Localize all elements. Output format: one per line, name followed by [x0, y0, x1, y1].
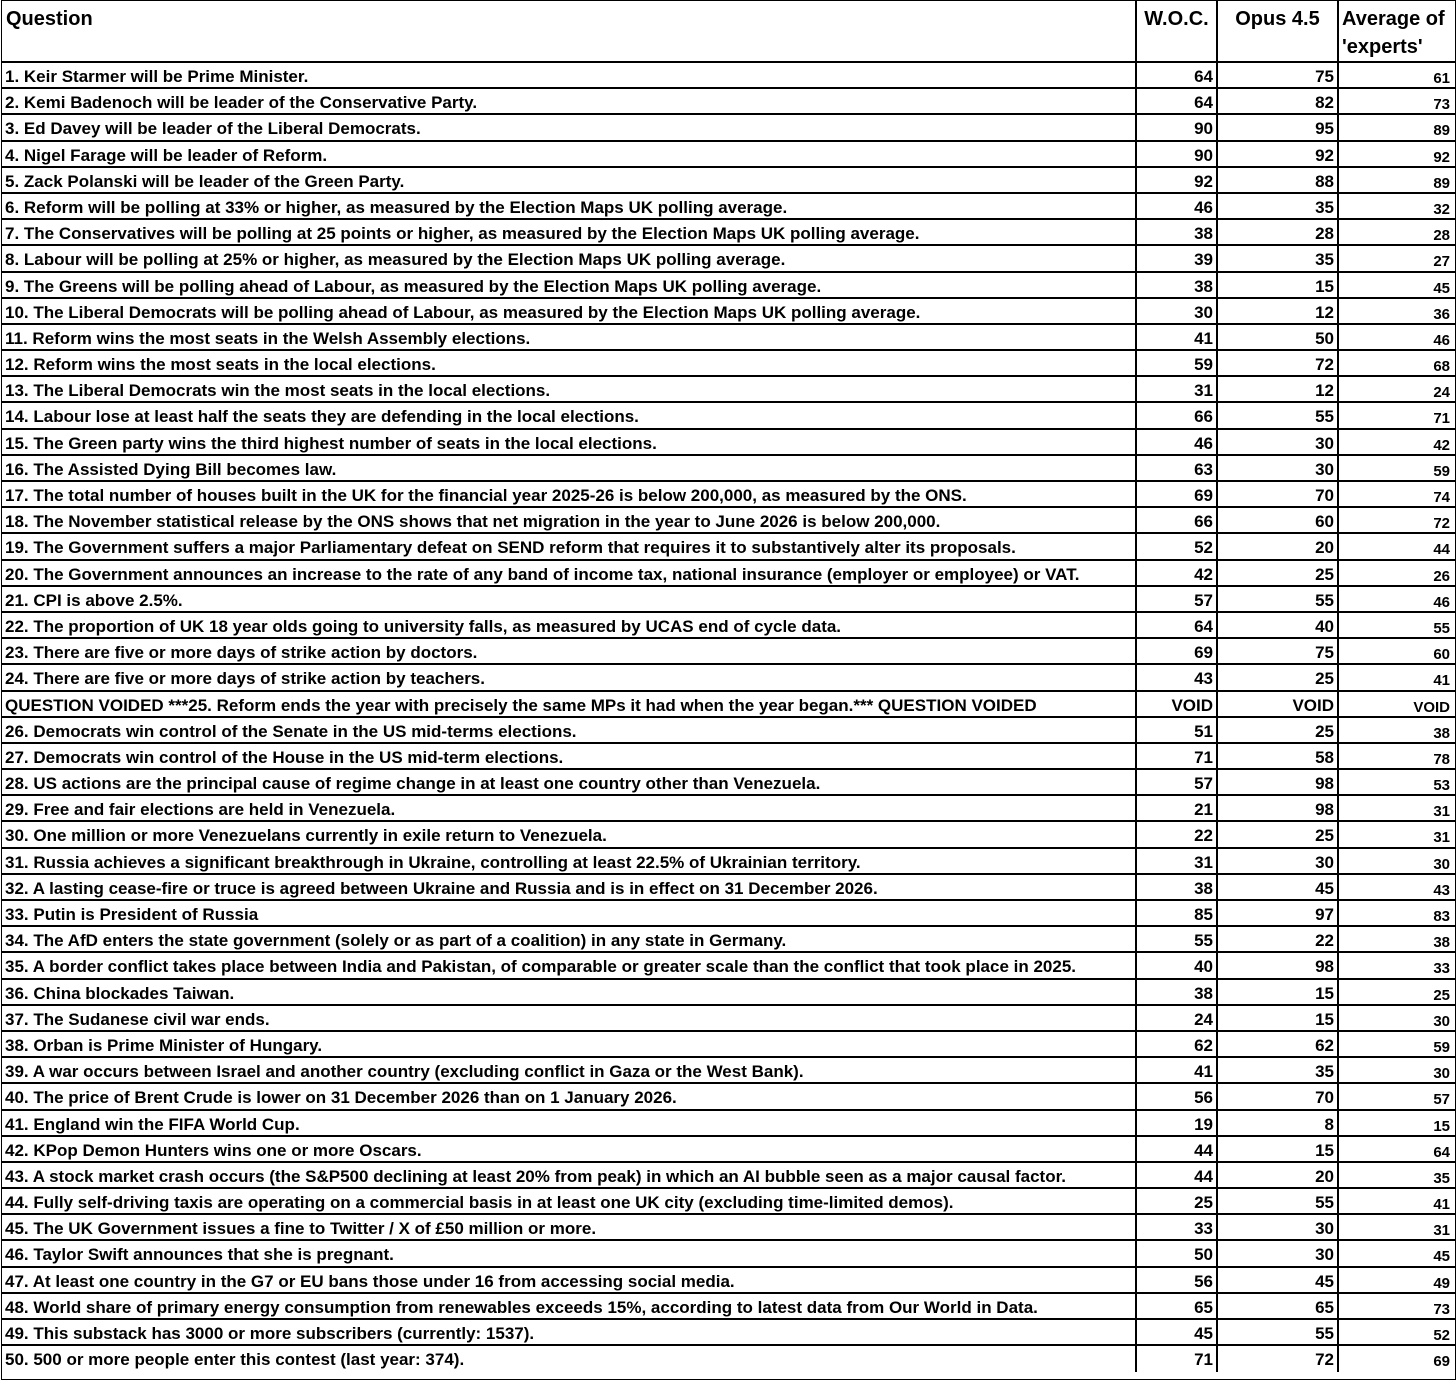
table-body [2, 63, 1455, 1372]
opus-cell: 98 [1216, 953, 1337, 977]
question-cell: 38. Orban is Prime Minister of Hungary. [5, 1035, 323, 1055]
experts-cell: 45 [1337, 273, 1453, 297]
question-cell: 15. The Green party wins the third highest number of seats in the local elections. [5, 433, 657, 453]
question-cell: 4. Nigel Farage will be leader of Reform. [5, 145, 328, 165]
question-cell: 45. The UK Government issues a fine to Twitter / X of £50 million or more. [5, 1219, 597, 1239]
opus-cell: 15 [1216, 980, 1337, 1004]
experts-cell: 78 [1337, 744, 1453, 768]
woc-cell: 24 [1135, 1006, 1216, 1030]
question-cell: 49. This substack has 3000 or more subscribers (currently: 1537). [5, 1324, 535, 1343]
opus-cell: 88 [1216, 168, 1337, 192]
opus-cell: 65 [1216, 1294, 1337, 1318]
question-cell: 46. Taylor Swift announces that she is pregnant. [5, 1245, 394, 1265]
experts-cell: 89 [1337, 115, 1453, 139]
opus-cell: 72 [1216, 351, 1337, 375]
experts-cell: 25 [1337, 980, 1453, 1004]
experts-cell: 31 [1337, 1215, 1453, 1239]
woc-cell: 64 [1135, 613, 1216, 637]
woc-cell: 56 [1135, 1268, 1216, 1292]
table-row [2, 403, 1455, 429]
question-cell: 11. Reform wins the most seats in the Welsh Assembly elections. [5, 328, 531, 348]
woc-cell: 31 [1135, 849, 1216, 873]
woc-cell: 38 [1135, 875, 1216, 899]
question-cell: 22. The proportion of UK 18 year olds going to university falls, as measured by UCAS end of cycle data. [5, 616, 842, 636]
woc-cell: 38 [1135, 220, 1216, 244]
opus-cell: 30 [1216, 1215, 1337, 1239]
header-question: Question [6, 8, 93, 30]
question-cell: 5. Zack Polanski will be leader of the Green Party. [5, 171, 405, 191]
table-row [2, 1032, 1455, 1058]
opus-cell: 50 [1216, 325, 1337, 349]
experts-cell: VOID [1337, 692, 1453, 716]
woc-cell: 38 [1135, 980, 1216, 1004]
question-cell: 32. A lasting cease-fire or truce is agreed between Ukraine and Russia and is in effect on 31 December 2026. [5, 878, 878, 898]
experts-cell: 31 [1337, 822, 1453, 846]
woc-cell: 45 [1135, 1320, 1216, 1344]
woc-cell: 41 [1135, 325, 1216, 349]
question-cell: 33. Putin is President of Russia [5, 905, 259, 924]
experts-cell: 74 [1337, 482, 1453, 506]
opus-cell: 28 [1216, 220, 1337, 244]
woc-cell: 33 [1135, 1215, 1216, 1239]
question-cell: 31. Russia achieves a significant breakthrough in Ukraine, controlling at least 22.5% of Ukrainian territory. [5, 852, 861, 872]
woc-cell: VOID [1135, 692, 1216, 716]
table-row [2, 1137, 1455, 1163]
experts-cell: 69 [1337, 1346, 1453, 1372]
question-cell: 39. A war occurs between Israel and another country (excluding conflict in Gaza or the West Bank). [5, 1062, 804, 1082]
woc-cell: 55 [1135, 927, 1216, 951]
experts-cell: 49 [1337, 1268, 1453, 1292]
experts-cell: 41 [1337, 1189, 1453, 1213]
table-row [2, 325, 1455, 351]
question-cell: 12. Reform wins the most seats in the local elections. [5, 355, 436, 375]
header-woc: W.O.C. [1135, 1, 1216, 61]
table-row [2, 377, 1455, 403]
woc-cell: 44 [1135, 1137, 1216, 1161]
table-row [2, 246, 1455, 272]
question-cell: 3. Ed Davey will be leader of the Liberal Democrats. [5, 119, 421, 139]
opus-cell: 35 [1216, 246, 1337, 270]
table-row [2, 1111, 1455, 1137]
experts-cell: 83 [1337, 901, 1453, 925]
table-row [2, 482, 1455, 508]
table-row [2, 927, 1455, 953]
table-row [2, 744, 1455, 770]
table-row [2, 430, 1455, 456]
experts-cell: 92 [1337, 142, 1453, 166]
opus-cell: VOID [1216, 692, 1337, 716]
woc-cell: 57 [1135, 770, 1216, 794]
question-cell: 50. 500 or more people enter this contest (last year: 374). [5, 1350, 465, 1370]
question-cell: 9. The Greens will be polling ahead of Labour, as measured by the Election Maps UK polling average. [5, 276, 822, 296]
opus-cell: 25 [1216, 665, 1337, 689]
table-row [2, 613, 1455, 639]
opus-cell: 55 [1216, 1189, 1337, 1213]
opus-cell: 35 [1216, 1058, 1337, 1082]
woc-cell: 59 [1135, 351, 1216, 375]
forecast-table [1, 0, 1456, 1380]
opus-cell: 95 [1216, 115, 1337, 139]
opus-cell: 45 [1216, 1268, 1337, 1292]
opus-cell: 8 [1216, 1111, 1337, 1135]
opus-cell: 98 [1216, 796, 1337, 820]
opus-cell: 25 [1216, 561, 1337, 585]
woc-cell: 41 [1135, 1058, 1216, 1082]
table-row [2, 142, 1455, 168]
experts-cell: 24 [1337, 377, 1453, 401]
opus-cell: 12 [1216, 377, 1337, 401]
table-row [2, 822, 1455, 848]
question-cell: 1. Keir Starmer will be Prime Minister. [5, 67, 309, 86]
experts-cell: 71 [1337, 403, 1453, 427]
table-row [2, 273, 1455, 299]
table-row [2, 1320, 1455, 1346]
opus-cell: 55 [1216, 403, 1337, 427]
woc-cell: 65 [1135, 1294, 1216, 1318]
woc-cell: 62 [1135, 1032, 1216, 1056]
woc-cell: 69 [1135, 639, 1216, 663]
table-row [2, 115, 1455, 141]
question-cell: 6. Reform will be polling at 33% or higher, as measured by the Election Maps UK polling average. [5, 197, 788, 217]
question-cell: 41. England win the FIFA World Cup. [5, 1114, 300, 1134]
experts-cell: 68 [1337, 351, 1453, 375]
woc-cell: 51 [1135, 718, 1216, 742]
question-cell: 37. The Sudanese civil war ends. [5, 1009, 270, 1029]
experts-cell: 28 [1337, 220, 1453, 244]
table-row [2, 508, 1455, 534]
question-cell: 48. World share of primary energy consumption from renewables exceeds 15%, according to latest data from Our World in Data. [5, 1297, 1038, 1317]
woc-cell: 40 [1135, 953, 1216, 977]
experts-cell: 32 [1337, 194, 1453, 218]
experts-cell: 35 [1337, 1163, 1453, 1187]
table-row [2, 770, 1455, 796]
experts-cell: 33 [1337, 953, 1453, 977]
opus-cell: 15 [1216, 1137, 1337, 1161]
experts-cell: 72 [1337, 508, 1453, 532]
experts-cell: 55 [1337, 613, 1453, 637]
woc-cell: 63 [1135, 456, 1216, 480]
experts-cell: 36 [1337, 299, 1453, 323]
opus-cell: 92 [1216, 142, 1337, 166]
experts-cell: 38 [1337, 718, 1453, 742]
experts-cell: 60 [1337, 639, 1453, 663]
experts-cell: 61 [1337, 63, 1453, 87]
experts-cell: 89 [1337, 168, 1453, 192]
experts-cell: 31 [1337, 796, 1453, 820]
table-row [2, 1006, 1455, 1032]
table-row [2, 665, 1455, 691]
question-cell: 14. Labour lose at least half the seats they are defending in the local elections. [5, 407, 639, 427]
opus-cell: 35 [1216, 194, 1337, 218]
experts-cell: 26 [1337, 561, 1453, 585]
woc-cell: 90 [1135, 142, 1216, 166]
opus-cell: 55 [1216, 1320, 1337, 1344]
opus-cell: 30 [1216, 430, 1337, 454]
opus-cell: 58 [1216, 744, 1337, 768]
opus-cell: 62 [1216, 1032, 1337, 1056]
question-cell: 8. Labour will be polling at 25% or higher, as measured by the Election Maps UK polling average. [5, 250, 786, 270]
opus-cell: 97 [1216, 901, 1337, 925]
woc-cell: 69 [1135, 482, 1216, 506]
question-cell: 29. Free and fair elections are held in Venezuela. [5, 800, 396, 820]
table-row [2, 1294, 1455, 1320]
opus-cell: 72 [1216, 1346, 1337, 1372]
experts-cell: 73 [1337, 1294, 1453, 1318]
woc-cell: 46 [1135, 430, 1216, 454]
experts-cell: 46 [1337, 325, 1453, 349]
question-cell: 40. The price of Brent Crude is lower on 31 December 2026 than on 1 January 2026. [5, 1088, 677, 1108]
question-cell: 28. US actions are the principal cause of regime change in at least one country other than Venezuela. [5, 774, 821, 794]
table-row [2, 1346, 1455, 1372]
question-cell: 16. The Assisted Dying Bill becomes law. [5, 459, 337, 479]
experts-cell: 52 [1337, 1320, 1453, 1344]
opus-cell: 75 [1216, 63, 1337, 87]
table-row [2, 1241, 1455, 1267]
question-cell: 44. Fully self-driving taxis are operating on a commercial basis in at least one UK city (excluding time-limited demos). [5, 1193, 954, 1213]
table-row [2, 1163, 1455, 1189]
opus-cell: 25 [1216, 822, 1337, 846]
opus-cell: 70 [1216, 482, 1337, 506]
experts-cell: 43 [1337, 875, 1453, 899]
woc-cell: 38 [1135, 273, 1216, 297]
table-row [2, 1084, 1455, 1110]
experts-cell: 45 [1337, 1241, 1453, 1265]
experts-cell: 30 [1337, 1006, 1453, 1030]
question-cell: 19. The Government suffers a major Parliamentary defeat on SEND reform that requires it to substantively alter its proposals. [5, 538, 1016, 558]
question-cell: 24. There are five or more days of strike action by teachers. [5, 669, 485, 689]
woc-cell: 25 [1135, 1189, 1216, 1213]
table-row [2, 351, 1455, 377]
opus-cell: 82 [1216, 89, 1337, 113]
question-cell: 35. A border conflict takes place between India and Pakistan, of comparable or greater scale than the conflict that took place in 2025. [5, 957, 1076, 977]
woc-cell: 90 [1135, 115, 1216, 139]
opus-cell: 40 [1216, 613, 1337, 637]
woc-cell: 42 [1135, 561, 1216, 585]
experts-cell: 44 [1337, 534, 1453, 558]
experts-cell: 73 [1337, 89, 1453, 113]
question-cell: 2. Kemi Badenoch will be leader of the Conservative Party. [5, 93, 478, 113]
table-row [2, 692, 1455, 718]
experts-cell: 15 [1337, 1111, 1453, 1135]
experts-cell: 42 [1337, 430, 1453, 454]
question-cell: 13. The Liberal Democrats win the most seats in the local elections. [5, 381, 551, 401]
table-row [2, 875, 1455, 901]
question-cell: 27. Democrats win control of the House in the US mid-term elections. [5, 747, 564, 767]
question-cell: 34. The AfD enters the state government (solely or as part of a coalition) in any state in Germany. [5, 931, 787, 951]
experts-cell: 64 [1337, 1137, 1453, 1161]
opus-cell: 15 [1216, 273, 1337, 297]
opus-cell: 22 [1216, 927, 1337, 951]
table-row [2, 1215, 1455, 1241]
experts-cell: 41 [1337, 665, 1453, 689]
woc-cell: 44 [1135, 1163, 1216, 1187]
opus-cell: 20 [1216, 1163, 1337, 1187]
opus-cell: 55 [1216, 587, 1337, 611]
question-cell: 30. One million or more Venezuelans currently in exile return to Venezuela. [5, 826, 607, 846]
opus-cell: 75 [1216, 639, 1337, 663]
opus-cell: 30 [1216, 456, 1337, 480]
experts-cell: 27 [1337, 246, 1453, 270]
woc-cell: 64 [1135, 89, 1216, 113]
woc-cell: 43 [1135, 665, 1216, 689]
question-cell: 17. The total number of houses built in the UK for the financial year 2025-26 is below 200,000, as measured by the ONS. [5, 486, 967, 505]
table-header [2, 1, 1455, 63]
table-row [2, 534, 1455, 560]
woc-cell: 71 [1135, 744, 1216, 768]
question-cell: 43. A stock market crash occurs (the S&P500 declining at least 20% from peak) in which an AI bubble seen as a major causal factor. [5, 1166, 1066, 1186]
question-cell: 7. The Conservatives will be polling at 25 points or higher, as measured by the Election Maps UK polling average. [5, 224, 920, 244]
woc-cell: 52 [1135, 534, 1216, 558]
opus-cell: 12 [1216, 299, 1337, 323]
table-row [2, 89, 1455, 115]
woc-cell: 50 [1135, 1241, 1216, 1265]
woc-cell: 46 [1135, 194, 1216, 218]
question-cell: 18. The November statistical release by the ONS shows that net migration in the year to June 2026 is below 200,000. [5, 512, 941, 532]
table-row [2, 953, 1455, 979]
experts-cell: 30 [1337, 1058, 1453, 1082]
woc-cell: 22 [1135, 822, 1216, 846]
table-row [2, 168, 1455, 194]
woc-cell: 21 [1135, 796, 1216, 820]
table-row [2, 456, 1455, 482]
woc-cell: 57 [1135, 587, 1216, 611]
table-row [2, 718, 1455, 744]
woc-cell: 30 [1135, 299, 1216, 323]
table-row [2, 1189, 1455, 1215]
table-row [2, 901, 1455, 927]
experts-cell: 59 [1337, 1032, 1453, 1056]
question-cell: QUESTION VOIDED ***25. Reform ends the year with precisely the same MPs it had when the year began.*** QUESTION VOIDED [5, 695, 1037, 715]
question-cell: 36. China blockades Taiwan. [5, 983, 235, 1003]
table-row [2, 849, 1455, 875]
woc-cell: 56 [1135, 1084, 1216, 1108]
question-cell: 10. The Liberal Democrats will be polling ahead of Labour, as measured by the Election Maps UK polling average. [5, 302, 921, 322]
table-row [2, 561, 1455, 587]
table-row [2, 220, 1455, 246]
opus-cell: 60 [1216, 508, 1337, 532]
question-cell: 21. CPI is above 2.5%. [5, 590, 183, 610]
opus-cell: 20 [1216, 534, 1337, 558]
woc-cell: 19 [1135, 1111, 1216, 1135]
opus-cell: 70 [1216, 1084, 1337, 1108]
woc-cell: 66 [1135, 403, 1216, 427]
experts-cell: 59 [1337, 456, 1453, 480]
opus-cell: 98 [1216, 770, 1337, 794]
table-row [2, 587, 1455, 613]
opus-cell: 30 [1216, 849, 1337, 873]
table-row [2, 980, 1455, 1006]
experts-cell: 46 [1337, 587, 1453, 611]
table-row [2, 639, 1455, 665]
table-row [2, 796, 1455, 822]
question-cell: 20. The Government announces an increase to the rate of any band of income tax, national insurance (employer or employee) or VAT. [5, 564, 1080, 584]
opus-cell: 45 [1216, 875, 1337, 899]
table-row [2, 63, 1455, 89]
question-cell: 42. KPop Demon Hunters wins one or more Oscars. [5, 1140, 422, 1160]
opus-cell: 25 [1216, 718, 1337, 742]
experts-cell: 57 [1337, 1084, 1453, 1108]
woc-cell: 39 [1135, 246, 1216, 270]
question-cell: 23. There are five or more days of strike action by doctors. [5, 643, 478, 663]
table-row [2, 194, 1455, 220]
opus-cell: 15 [1216, 1006, 1337, 1030]
woc-cell: 66 [1135, 508, 1216, 532]
woc-cell: 71 [1135, 1346, 1216, 1372]
table-row [2, 1058, 1455, 1084]
woc-cell: 31 [1135, 377, 1216, 401]
question-cell: 47. At least one country in the G7 or EU bans those under 16 from accessing social media. [5, 1271, 735, 1291]
table-row [2, 1268, 1455, 1294]
woc-cell: 64 [1135, 63, 1216, 87]
experts-cell: 38 [1337, 927, 1453, 951]
opus-cell: 30 [1216, 1241, 1337, 1265]
woc-cell: 92 [1135, 168, 1216, 192]
header-experts: Average of 'experts' [1337, 1, 1453, 61]
question-cell: 26. Democrats win control of the Senate in the US mid-terms elections. [5, 721, 577, 741]
woc-cell: 85 [1135, 901, 1216, 925]
experts-cell: 53 [1337, 770, 1453, 794]
experts-cell: 30 [1337, 849, 1453, 873]
table-row [2, 299, 1455, 325]
header-opus: Opus 4.5 [1216, 1, 1337, 61]
